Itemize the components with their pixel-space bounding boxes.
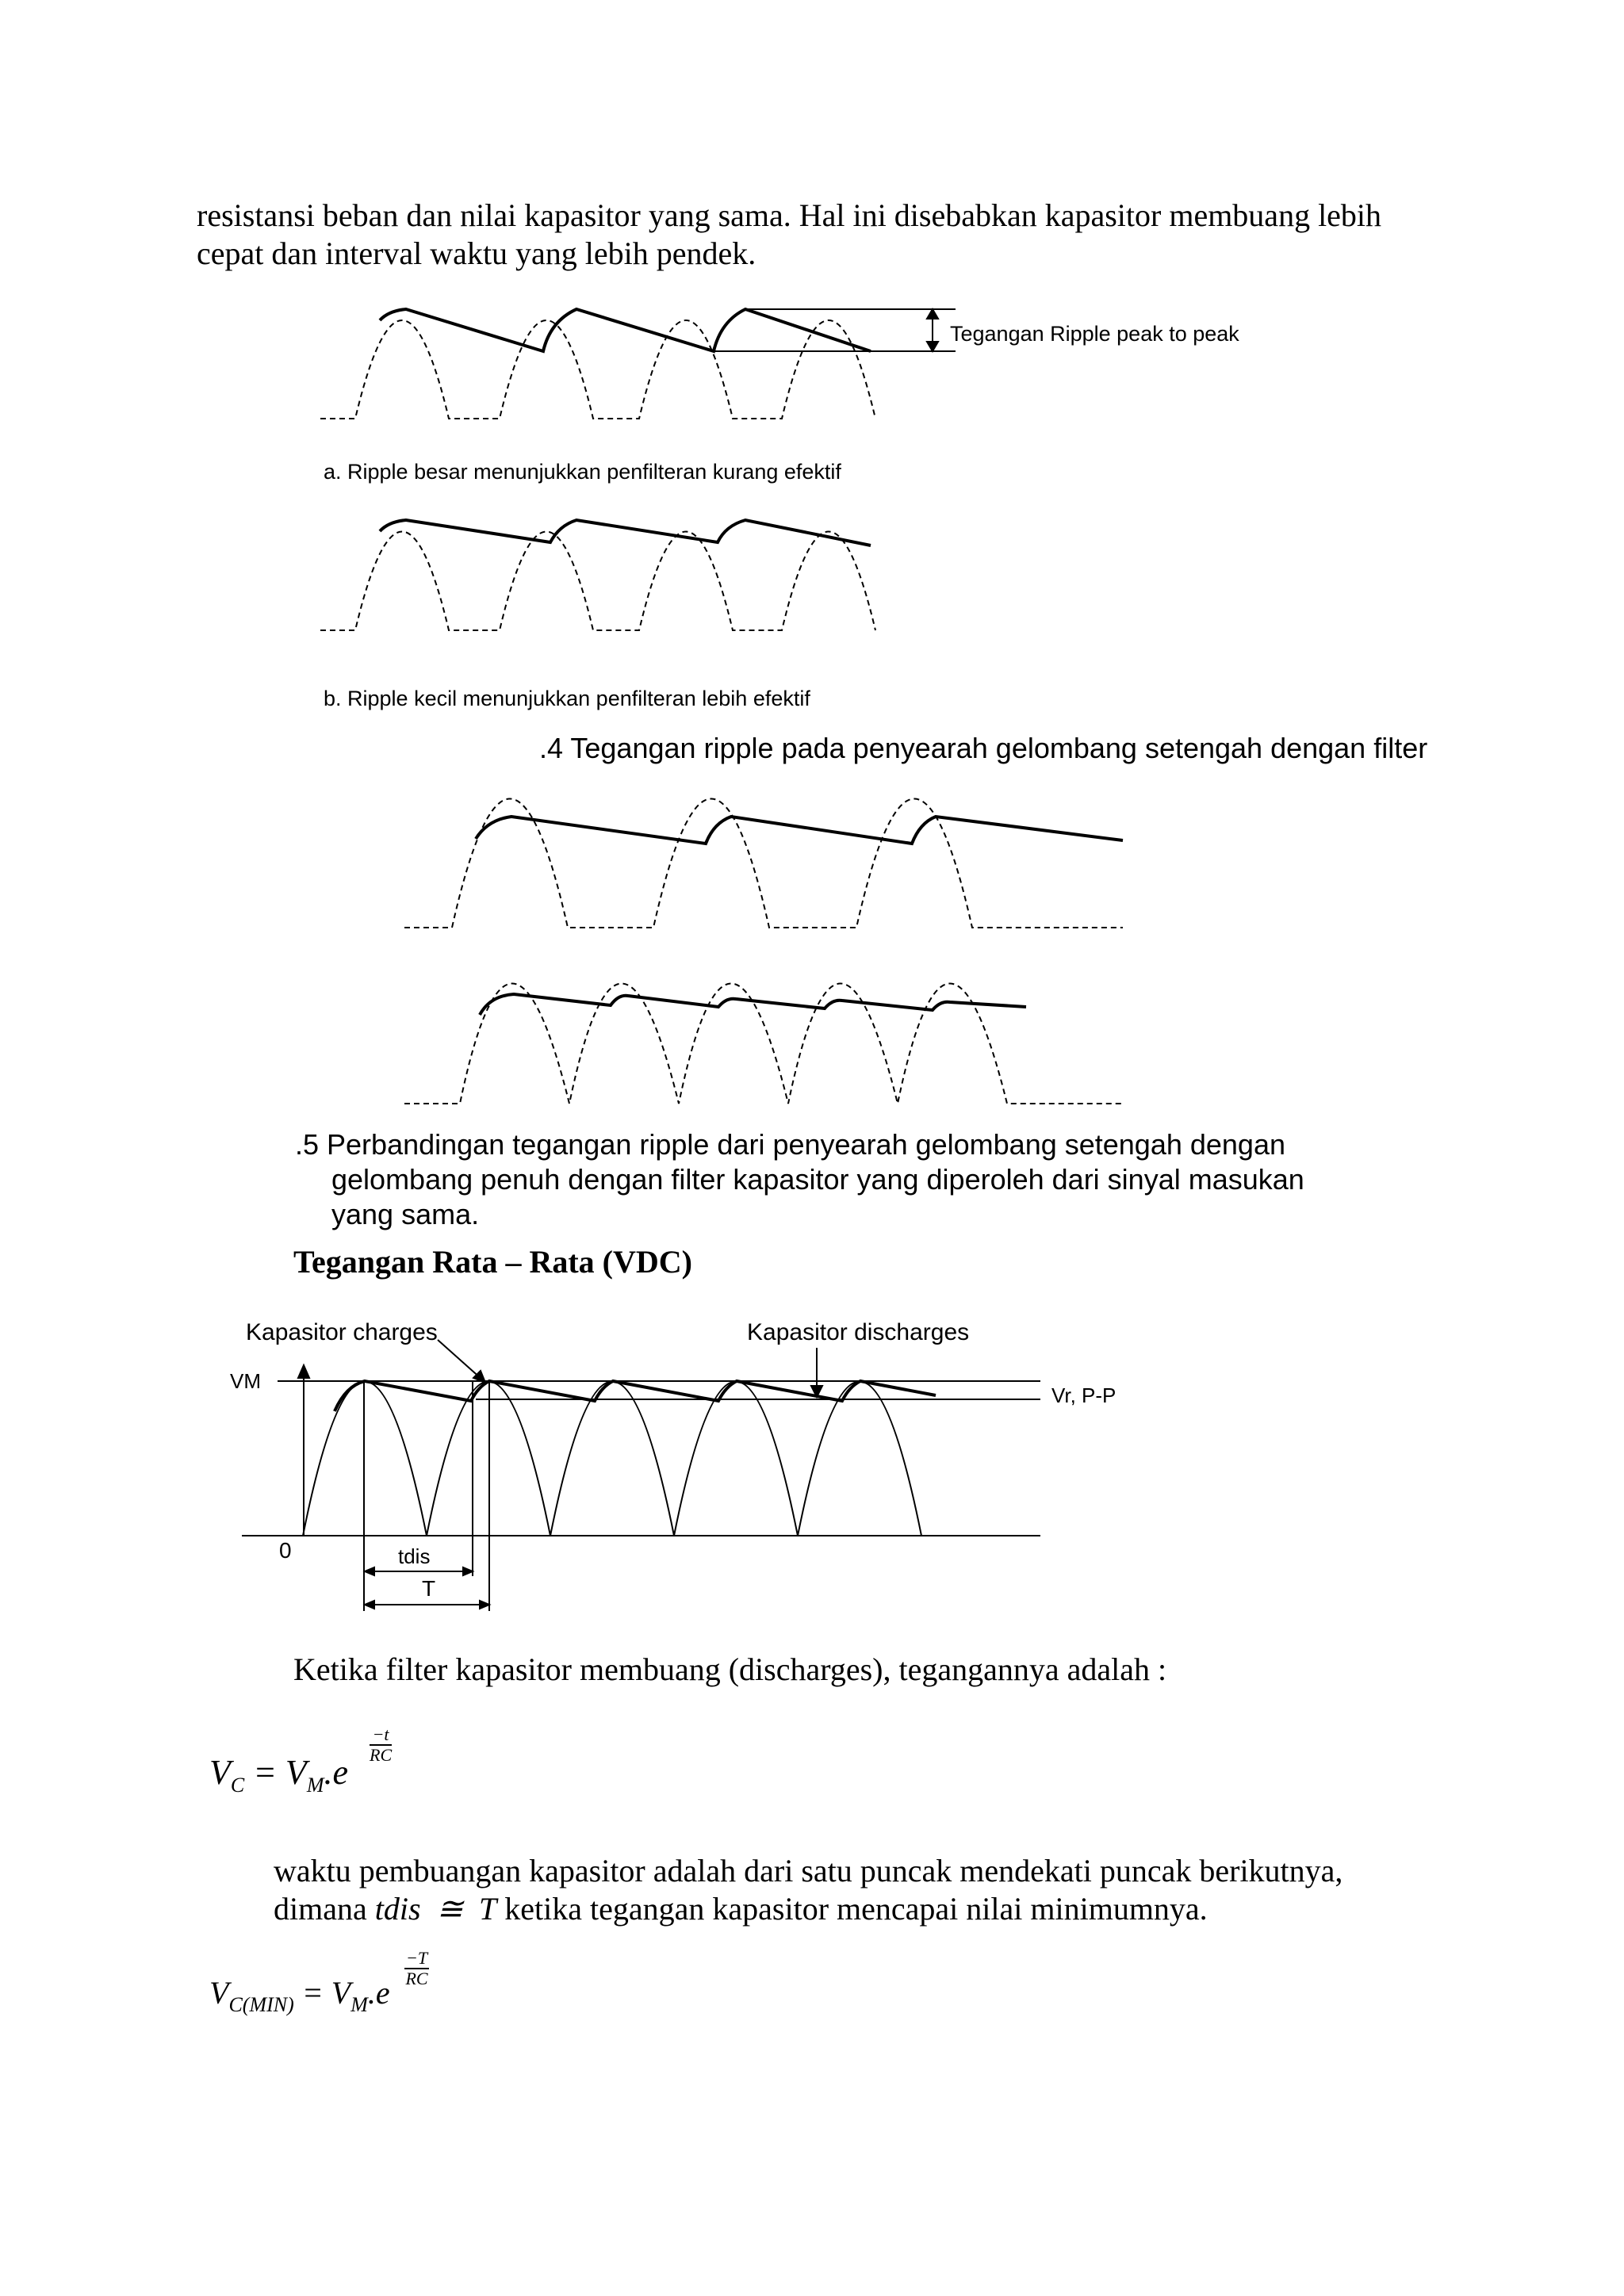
formula-vc-min-exponent: $\frac{-T}{RC}$ xyxy=(405,1948,428,1988)
vr-pp-label: Vr, P-P xyxy=(1051,1383,1116,1407)
period-T-label: T xyxy=(422,1576,436,1601)
formula-vc-exponent: $\frac{-t}{RC}$ xyxy=(370,1724,393,1765)
kapasitor-charges-label: Kapasitor charges xyxy=(246,1319,438,1345)
figure-5-caption-line-1: .5 Perbandingan tegangan ripple dari penyearah gelombang setengah dengan xyxy=(295,1128,1285,1161)
intro-line-1: resistansi beban dan nilai kapasitor yang sama. Hal ini disebabkan kapasitor membuang lebih xyxy=(197,197,1382,233)
kapasitor-discharges-label: Kapasitor discharges xyxy=(747,1319,970,1345)
figure-4b-caption: b. Ripple kecil menunjukkan penfilteran lebih efektif xyxy=(324,687,810,710)
section-heading: Tegangan Rata – Rata (VDC) xyxy=(293,1244,692,1280)
body-paragraph-2-line-2: dimana tdis ≅ T ketika tegangan kapasitor mencapai nilai minimumnya. xyxy=(274,1891,1208,1927)
intro-line-2: cepat dan interval waktu yang lebih pendek. xyxy=(197,235,756,271)
figure-5-caption-line-2: gelombang penuh dengan filter kapasitor yang diperoleh dari sinyal masukan xyxy=(331,1163,1304,1196)
tdis-label: tdis xyxy=(398,1544,431,1568)
figure-4a-caption: a. Ripple besar menunjukkan penfilteran kurang efektif xyxy=(324,460,841,484)
zero-label: 0 xyxy=(279,1538,292,1563)
formula-vc: $V_C = V_M.e$ xyxy=(209,1753,349,1797)
body-paragraph-1: Ketika filter kapasitor membuang (discharges), tegangannya adalah : xyxy=(293,1651,1167,1687)
figure-4-title: .4 Tegangan ripple pada penyearah gelombang setengah dengan filter xyxy=(539,732,1428,764)
formula-vc-min: $V_{C(MIN)} = V_M.e$ xyxy=(209,1975,390,2016)
vm-label: VM xyxy=(230,1369,261,1393)
figure-5-caption-line-3: yang sama. xyxy=(331,1198,480,1230)
body-paragraph-2-line-1: waktu pembuangan kapasitor adalah dari satu puncak mendekati puncak berikutnya, xyxy=(274,1853,1343,1888)
ripple-peak-to-peak-label: Tegangan Ripple peak to peak xyxy=(950,322,1239,346)
